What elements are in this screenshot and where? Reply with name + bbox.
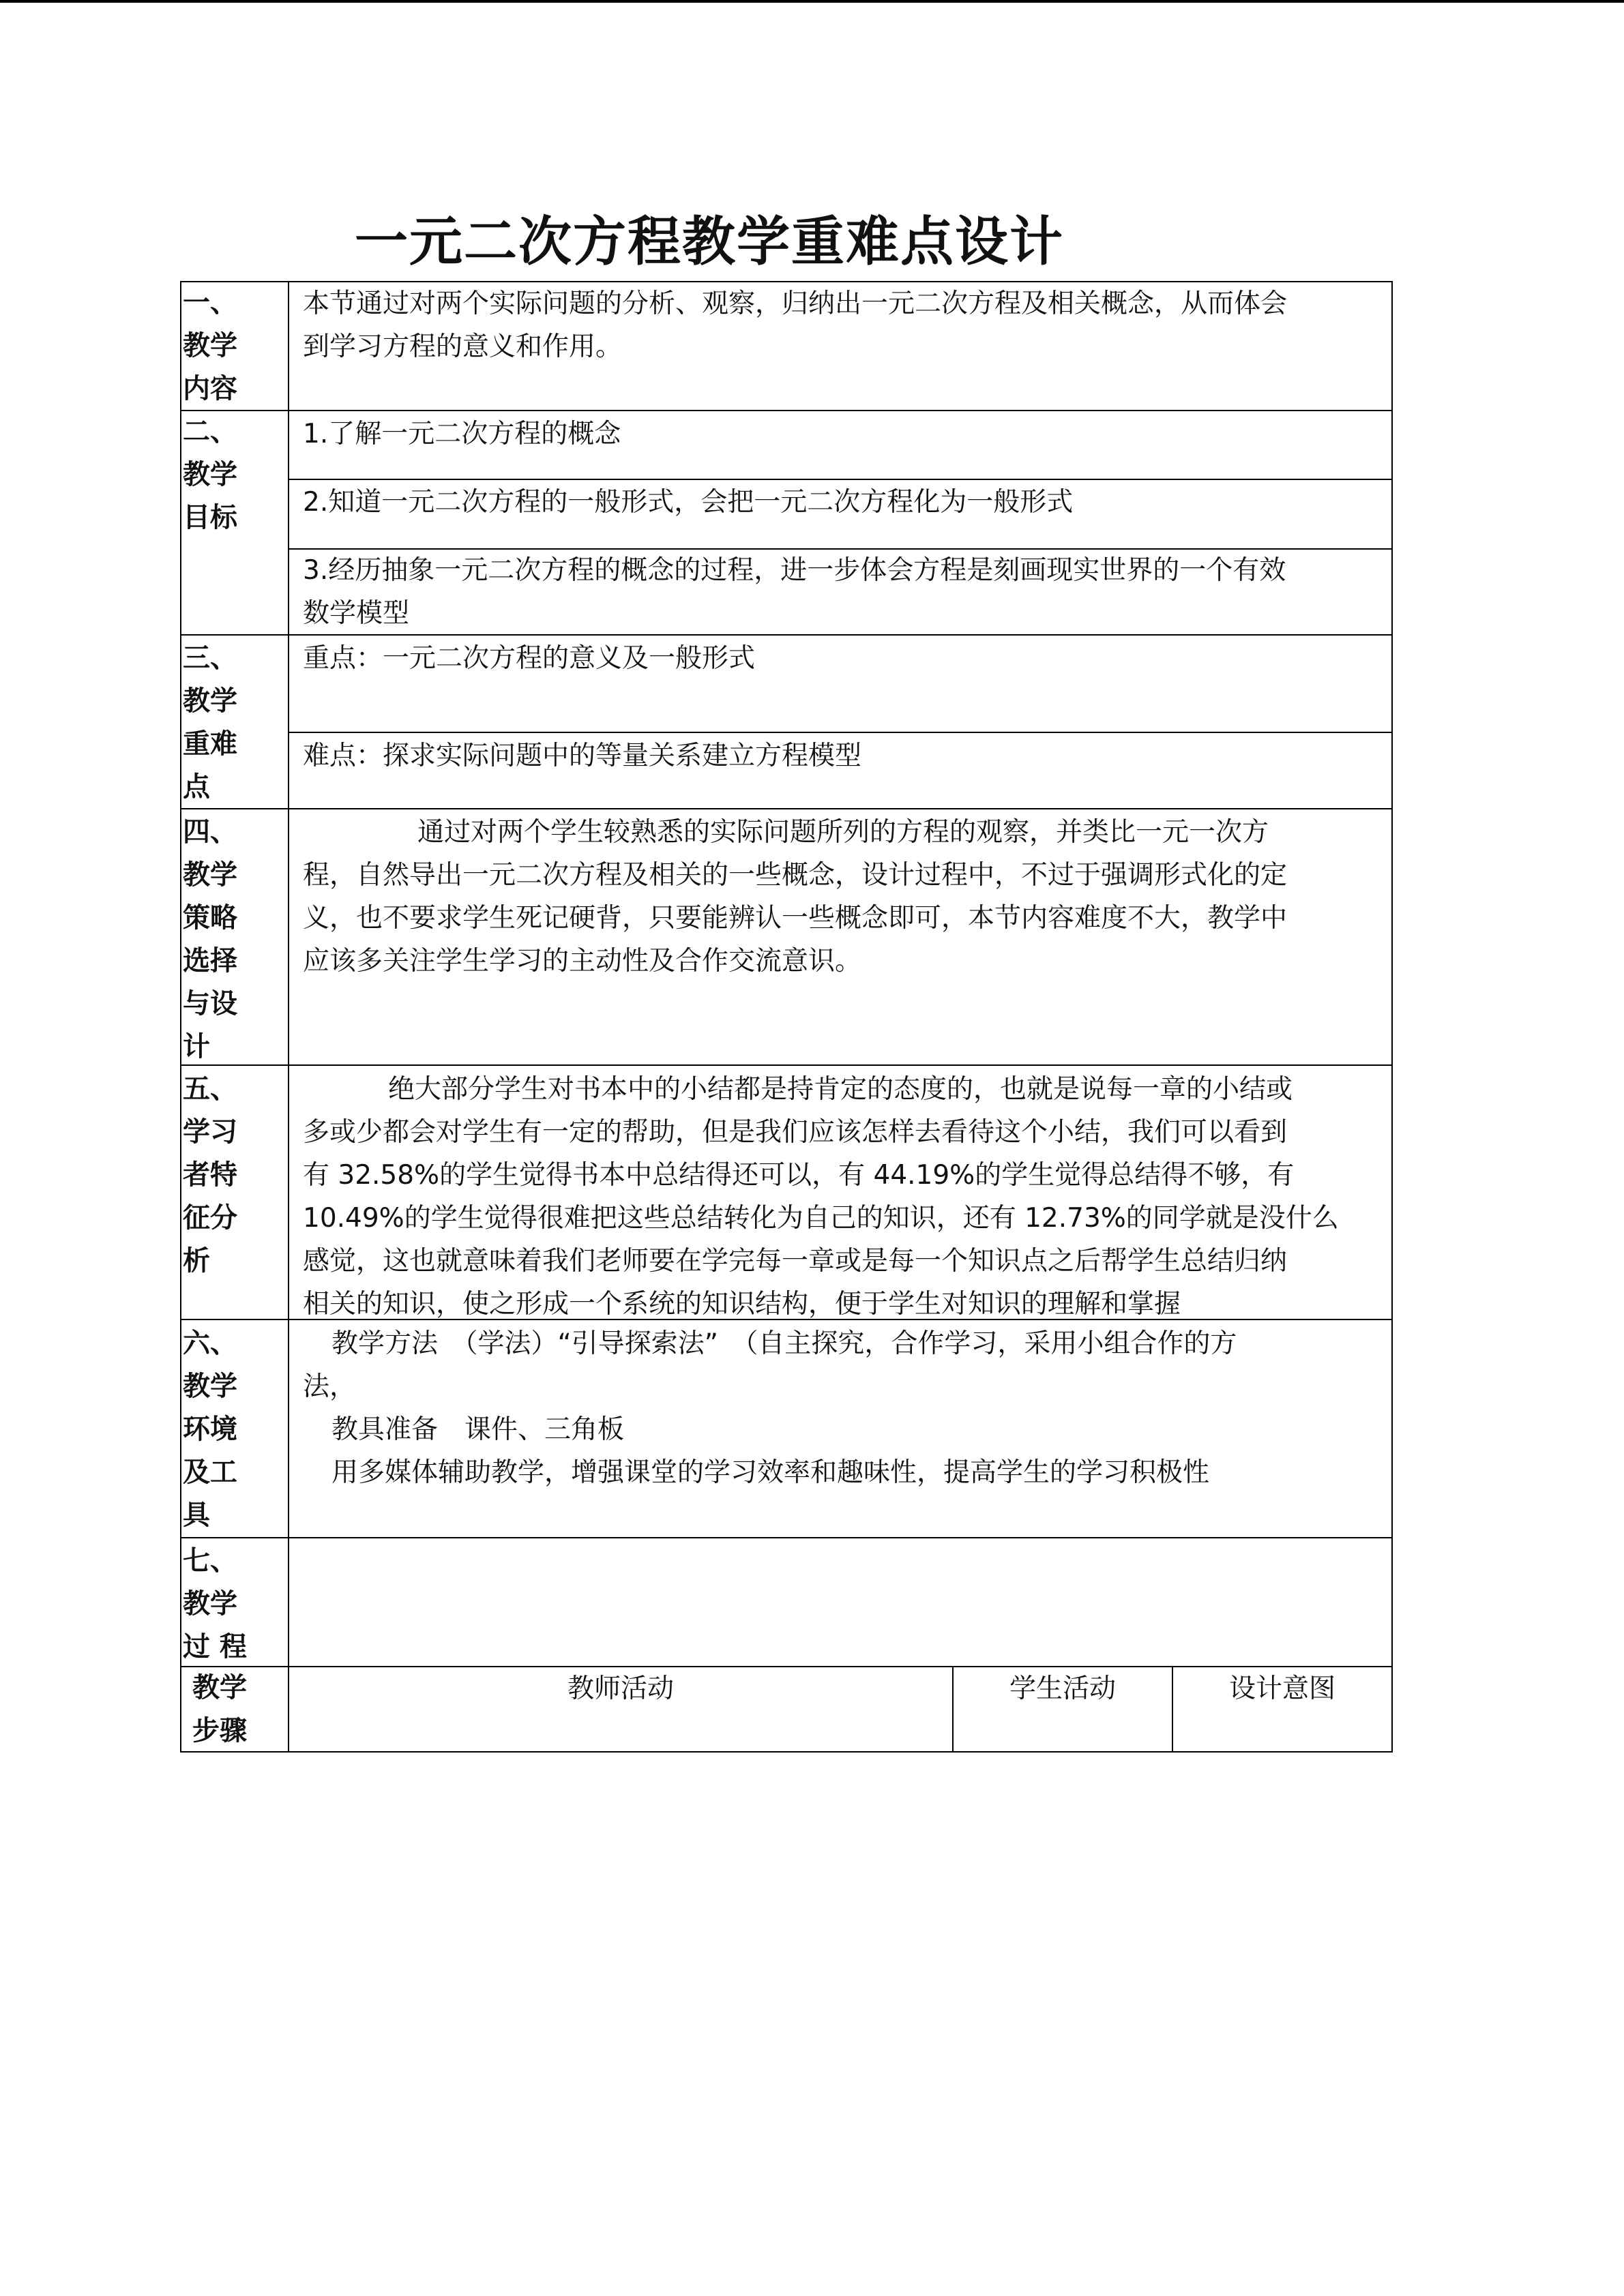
table-label-divider xyxy=(288,281,289,1753)
table-border-left xyxy=(180,281,181,1753)
column-header-design-intent: 设计意图 xyxy=(1228,1673,1335,1704)
column-header-student-activity: 学生活动 xyxy=(1009,1673,1116,1704)
table-row-line xyxy=(180,808,1393,809)
column-header-teacher-activity: 教师活动 xyxy=(567,1673,674,1704)
goal-item-2: 2.知道一元二次方程的一般形式，会把一元二次方程化为一般形式 xyxy=(303,487,1074,518)
table-row-line xyxy=(180,410,1393,411)
section-label-environment: 六、 教学 环境 及工 具 xyxy=(183,1327,237,1531)
section-label-goals: 二、 教学 目标 xyxy=(183,415,237,533)
section-text-strategy: 通过对两个学生较熟悉的实际问题所列的方程的观察，并类比一元一次方 程，自然导出一元二次方程及相关的一些概念，设计过程中，不过于强调形式化的定 义，也不要求学生死记硬背，只要能辨认一些概念即可，本节内容难度不大，教学中 应该多关注学生学习的主动性及合作交流意识。 xyxy=(303,817,1288,976)
table-row-line xyxy=(180,1064,1393,1066)
section-label-learner: 五、 学习 者特 征分 析 xyxy=(183,1073,237,1277)
table-border-right xyxy=(1391,281,1393,1753)
steps-label: 教学 步骤 xyxy=(192,1671,247,1746)
goal-item-3: 3.经历抽象一元二次方程的概念的过程，进一步体会方程是刻画现实世界的一个有效 数学模型 xyxy=(303,555,1286,629)
section-label-process: 七、 教学 过 程 xyxy=(183,1545,247,1663)
difficult-point-text: 难点：探求实际问题中的等量关系建立方程模型 xyxy=(303,741,862,771)
section-label-key-points: 三、 教学 重难 点 xyxy=(183,642,237,803)
section-text-content: 本节通过对两个实际问题的分析、观察，归纳出一元二次方程及相关概念，从而体会 到学习方程的意义和作用。 xyxy=(303,288,1288,362)
table-subrow-line xyxy=(288,479,1393,480)
table-row-line xyxy=(180,1537,1393,1538)
section-text-learner: 绝大部分学生对书本中的小结都是持肯定的态度的，也就是说每一章的小结或 多或少都会对学生有一定的帮助，但是我们应该怎样去看待这个小结，我们可以看到 有 32.58%的学生觉得书本中总结得还可以，有 44.19%的学生觉得总结得不够，有 10.49%的学生觉得很难把这些总结转化为自己的知识，还有 12.73%的同学就是没什么 感觉，这也就意味着我们老师要在学完每一章或是每一个知识点之后帮学生总结归纳 相关的知识，使之形成一个系统的知识结构，便于学生对知识的理解和掌握 xyxy=(303,1074,1339,1320)
table-border-bottom xyxy=(180,1751,1393,1753)
document-title: 一元二次方程教学重难点设计 xyxy=(355,211,1065,273)
section-text-environment: 教学方法 （学法）“引导探索法” （自主探究，合作学习，采用小组合作的方 法， 教具准备 课件、三角板 用多媒体辅助教学，增强课堂的学习效率和趣味性，提高学生的学习积极性 xyxy=(303,1328,1237,1488)
table-subrow-line xyxy=(288,732,1393,733)
goal-item-1: 1.了解一元二次方程的概念 xyxy=(303,419,621,449)
section-label-strategy: 四、 教学 策略 选择 与设 计 xyxy=(183,816,237,1062)
key-point-text: 重点：一元二次方程的意义及一般形式 xyxy=(303,643,756,674)
section-label-content: 一、 教学 内容 xyxy=(183,286,237,404)
